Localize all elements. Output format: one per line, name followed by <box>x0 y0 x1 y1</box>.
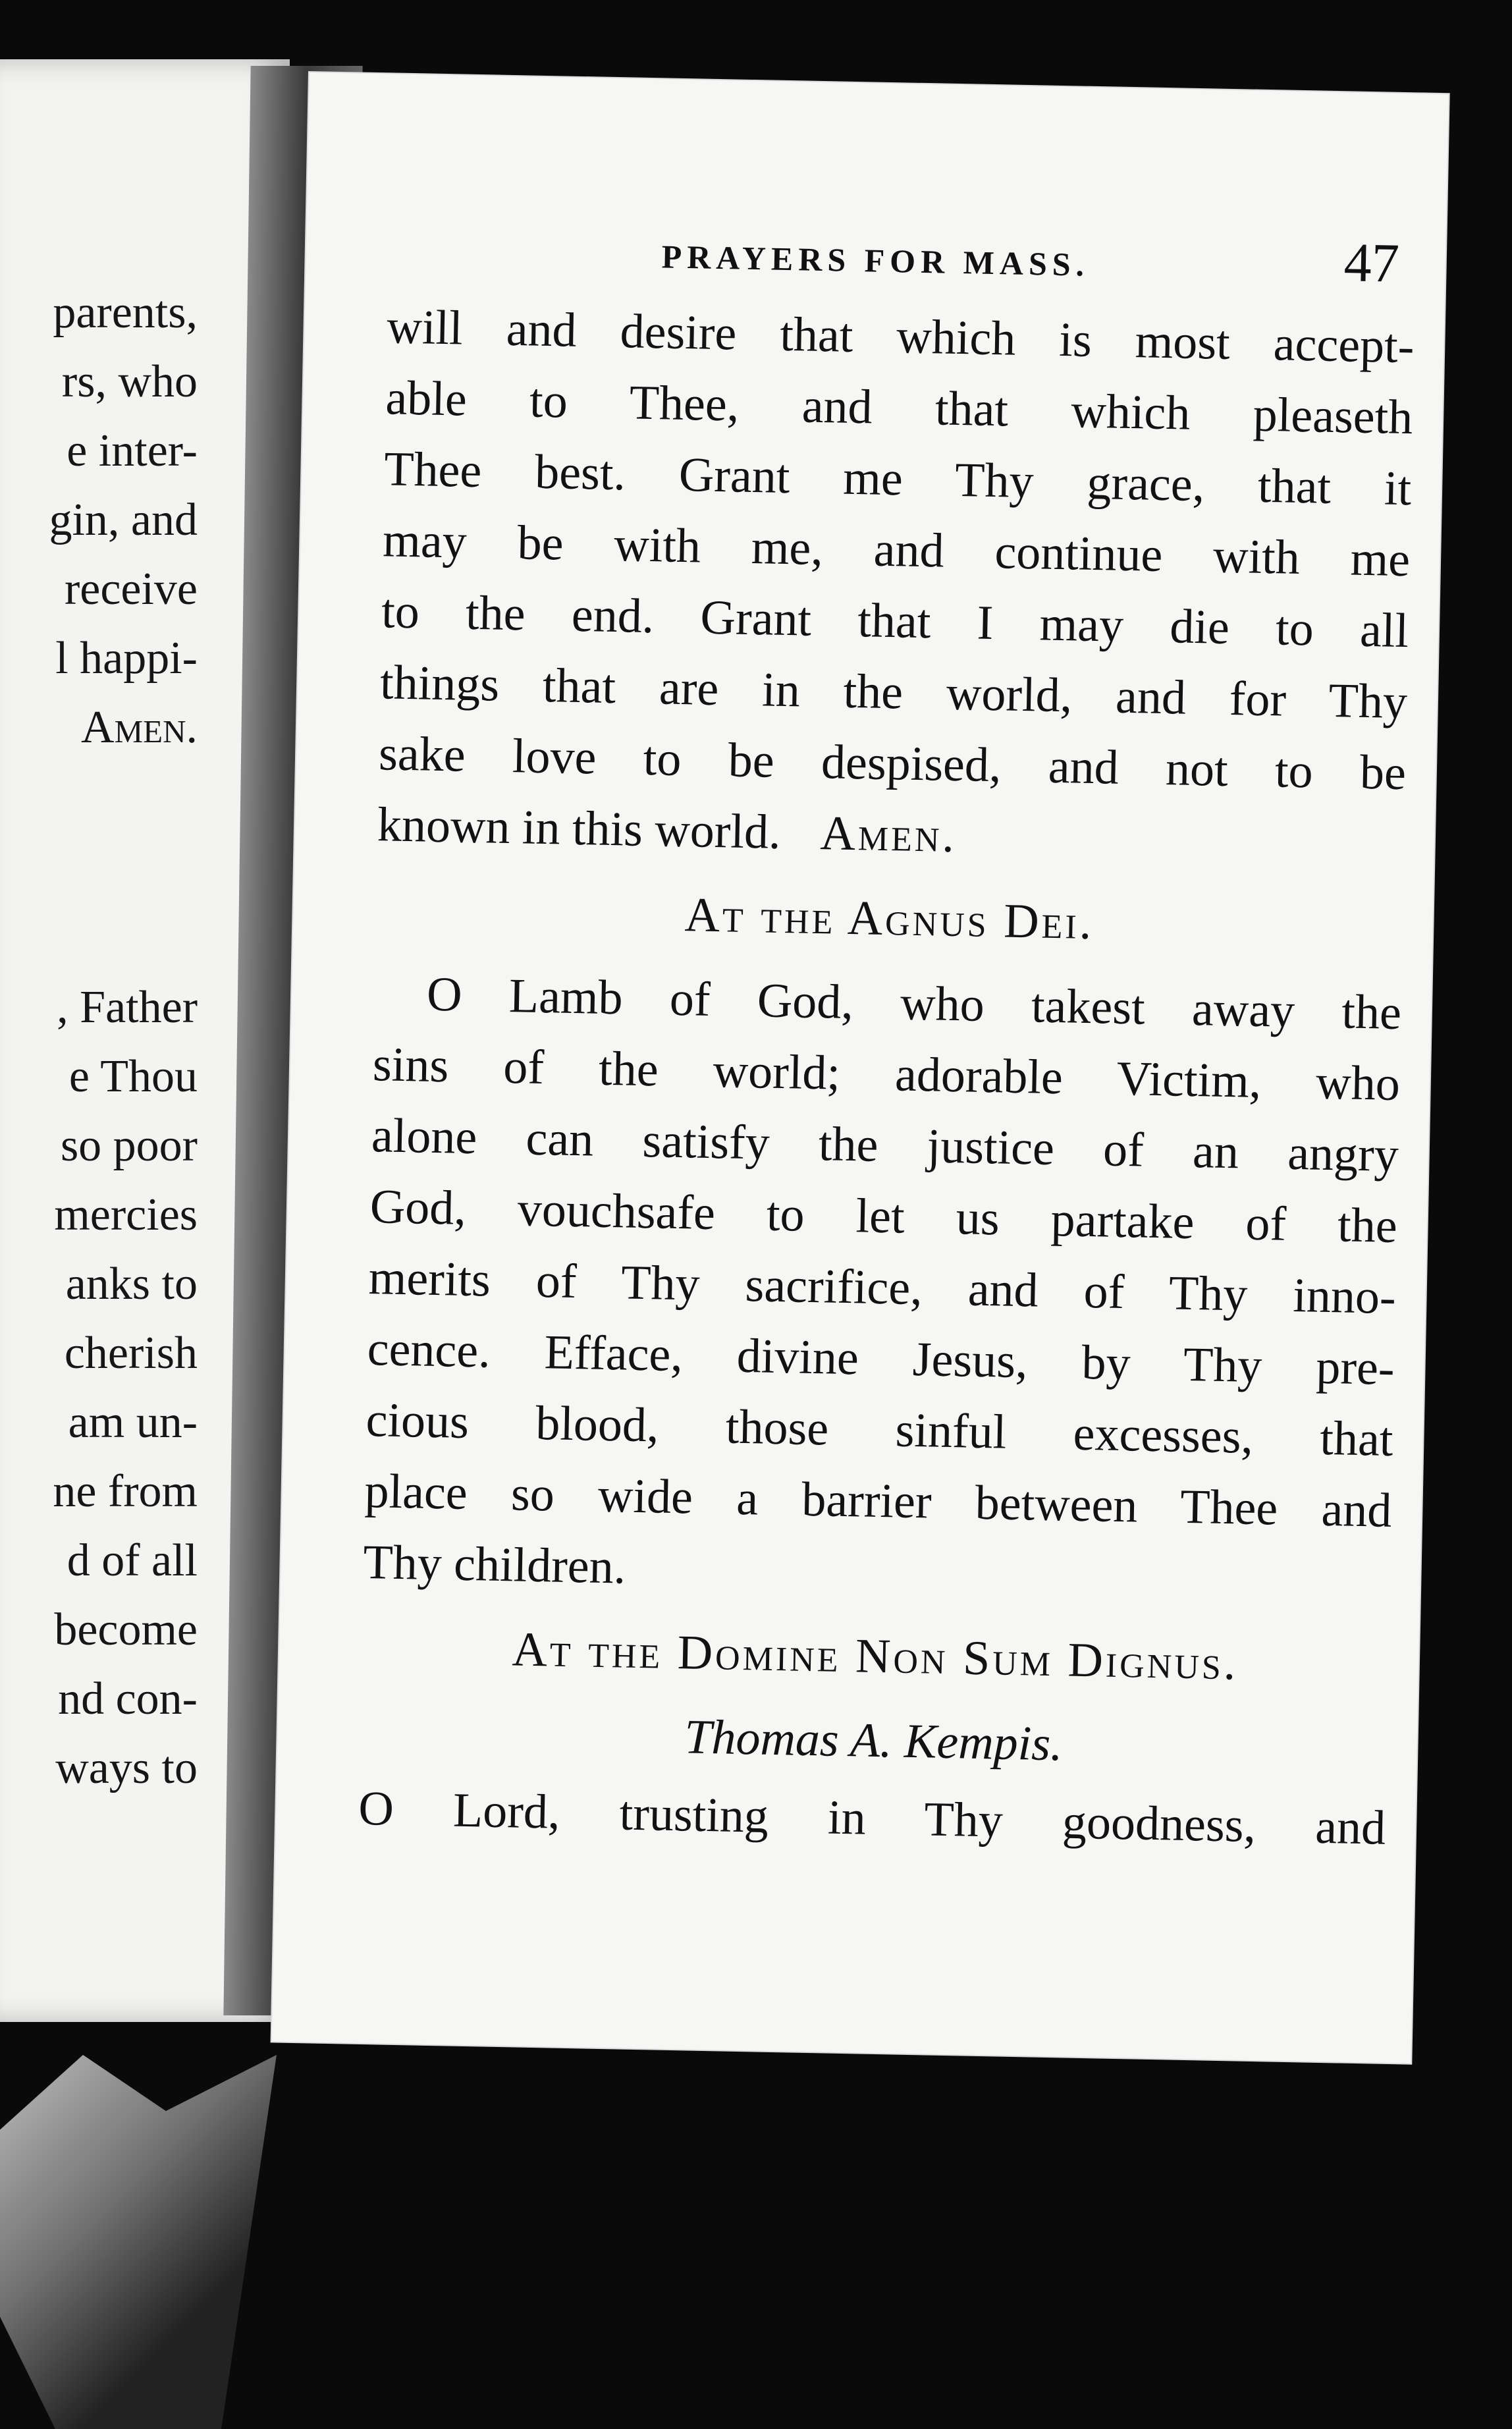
left-line: , Father <box>57 982 198 1033</box>
text-line: will and desire that which is most accept- <box>386 300 1415 374</box>
text-line: Thee best. Grant me Thy grace, that it <box>383 442 1412 516</box>
text-line: cence. Efface, divine Jesus, by Thy pre- <box>367 1322 1395 1396</box>
left-line: cherish <box>64 1328 198 1378</box>
left-page-text <box>0 59 198 2022</box>
text-line: O Lamb of God, who takest away the <box>426 967 1402 1041</box>
left-line: nd con- <box>58 1674 198 1724</box>
left-line: so poor <box>60 1120 198 1171</box>
text-line: sake love to be despised, and not to be <box>378 726 1407 801</box>
left-line: receive <box>64 564 198 614</box>
text-line: able to Thee, and that which pleaseth <box>385 371 1414 445</box>
author-attribution: Thomas A. Kempis. <box>684 1710 1064 1772</box>
text-line: sins of the world; adorable Victim, who <box>372 1037 1401 1112</box>
running-head-title: PRAYERS FOR MASS. <box>661 238 1090 283</box>
left-line: rs, who <box>61 356 198 407</box>
left-line: d of all <box>67 1535 198 1586</box>
left-line: parents, <box>53 287 198 338</box>
left-line: gin, and <box>49 495 198 545</box>
text-line: to the end. Grant that I may die to all <box>381 584 1409 659</box>
bookmark-ribbon <box>0 2055 277 2429</box>
page-number: 47 <box>1343 232 1400 294</box>
text-line: things that are in the world, and for Thy <box>379 655 1408 730</box>
text-line-end: known in this world. <box>377 798 782 860</box>
page-body <box>358 291 1415 1864</box>
text-line: place so wide a barrier between Thee and <box>364 1464 1393 1538</box>
left-line: e Thou <box>68 1051 198 1102</box>
text-line: merits of Thy sacrifice, and of Thy inno- <box>368 1251 1397 1325</box>
right-page <box>272 72 1449 2063</box>
amen: Amen. <box>819 806 958 863</box>
running-head <box>661 217 1400 295</box>
left-line: become <box>54 1604 198 1655</box>
section-heading-agnus-dei: At the Agnus Dei. <box>684 888 1095 950</box>
section-heading-domine: At the Domine Non Sum Dignus. <box>511 1622 1239 1691</box>
text-line: Thy children. <box>362 1535 626 1595</box>
text-line: O Lord, trusting in Thy goodness, and <box>358 1781 1386 1855</box>
left-line: l happi- <box>55 633 198 684</box>
left-line: Amen. <box>81 702 198 753</box>
left-line: am un- <box>68 1397 198 1448</box>
left-line: ways to <box>55 1743 198 1793</box>
left-line: e inter- <box>67 425 198 476</box>
text-line: may be with me, and continue with me <box>382 513 1411 587</box>
text-line: cious blood, those sinful excesses, that <box>365 1393 1394 1467</box>
left-line: mercies <box>54 1189 198 1240</box>
text-line: alone can satisfy the justice of an angry <box>371 1108 1399 1183</box>
left-line: anks to <box>65 1259 198 1309</box>
left-line: ne from <box>53 1466 198 1517</box>
text-line: God, vouchsafe to let us partake of the <box>369 1180 1398 1254</box>
